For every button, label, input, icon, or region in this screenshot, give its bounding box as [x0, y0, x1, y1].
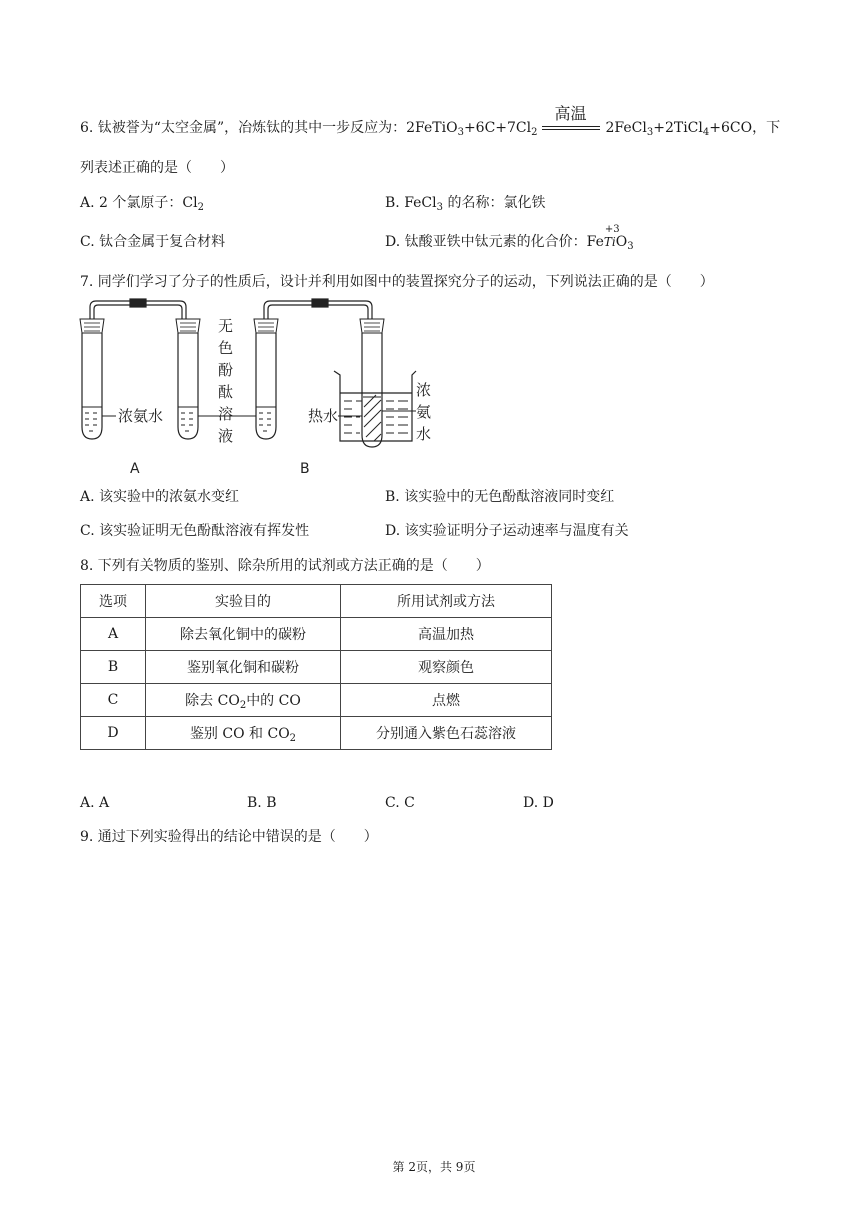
table-cell-method: 分别通入紫色石蕊溶液 [341, 717, 552, 750]
q9-stem: 9. 通过下列实验得出的结论中错误的是（ ） [80, 829, 378, 845]
table-cell-purpose: 鉴别氧化铜和碳粉 [146, 651, 341, 684]
label-apparatus-a: A [130, 461, 140, 477]
table-row [81, 618, 552, 651]
table-cell-option: B [81, 651, 146, 684]
table-cell-method: 观察颜色 [341, 651, 552, 684]
page-footer: 第 2页，共 9页 [392, 1160, 476, 1174]
q7-option-c[interactable]: C. 该实验证明无色酚酞溶液有挥发性 [80, 523, 310, 539]
label-phenol-5: 溶 [218, 405, 234, 423]
q6-option-c[interactable]: C. 钛合金属于复合材料 [80, 234, 226, 250]
table-header-method: 所用试剂或方法 [341, 585, 552, 618]
label-phenol-2: 色 [218, 339, 234, 357]
table-cell-purpose: 除去氧化铜中的碳粉 [146, 618, 341, 651]
q6-line1: 6. 钛被誉为“太空金属”，冶炼钛的其中一步反应为：$2FeTiO_3+6C+7Cl_2$ 高温 2FeCl$_3$+2TiCl$_4$+6CO，下 [80, 104, 781, 138]
q6-option-d[interactable]: D. 钛酸亚铁中钛元素的化合价：Fe +3 TiO$_3$ [385, 224, 634, 252]
q7-stem: 7. 同学们学习了分子的性质后，设计并利用如图中的装置探究分子的运动，下列说法正确的是（ ） [80, 274, 714, 290]
q8-table [80, 584, 552, 750]
label-ammonia-b-1: 浓 [416, 381, 432, 399]
label-ammonia-b-3: 水 [416, 425, 432, 443]
label-ammonia-b-2: 氨 [416, 403, 432, 421]
table-cell-purpose: 鉴别 CO 和 $CO_2$ [146, 717, 341, 750]
q8-option-c[interactable]: C. C [385, 795, 415, 811]
q7-option-a[interactable]: A. 该实验中的浓氨水变红 [80, 489, 240, 505]
label-hot-water: 热水 [308, 407, 339, 425]
q6-option-a[interactable]: A. 2 个氯原子：$Cl_2$ [80, 195, 204, 213]
table-header-purpose: 实验目的 [146, 585, 341, 618]
table-header-option: 选项 [81, 585, 146, 618]
molecule-motion-apparatus [76, 295, 516, 480]
q8-option-a[interactable]: A. A [80, 795, 110, 811]
q8-stem: 8. 下列有关物质的鉴别、除杂所用的试剂或方法正确的是（ ） [80, 558, 490, 574]
q8-option-d[interactable]: D. D [523, 795, 554, 811]
label-apparatus-b: B [300, 461, 310, 477]
q8-option-b[interactable]: B. B [247, 795, 277, 811]
label-phenol-3: 酚 [218, 361, 234, 379]
table-header-row [81, 585, 552, 618]
q6-line2: 列表述正确的是（ ） [80, 160, 234, 176]
table-cell-option: D [81, 717, 146, 750]
label-ammonia: 浓氨水 [118, 407, 164, 425]
q6-option-b[interactable]: B. FeCl$_3$ 的名称：氯化铁 [385, 195, 546, 213]
table-row [81, 651, 552, 684]
table-cell-option: A [81, 618, 146, 651]
label-phenol-1: 无 [218, 317, 234, 335]
q7-option-d[interactable]: D. 该实验证明分子运动速率与温度有关 [385, 523, 629, 539]
table-cell-method: 点燃 [341, 684, 552, 717]
valence-notation: +3 Ti [603, 224, 620, 249]
table-cell-purpose: 除去 $CO_2$中的 CO [146, 684, 341, 717]
label-phenol-6: 液 [218, 427, 234, 445]
table-cell-method: 高温加热 [341, 618, 552, 651]
table-cell-option: C [81, 684, 146, 717]
q7-option-b[interactable]: B. 该实验中的无色酚酞溶液同时变红 [385, 489, 615, 505]
table-row [81, 717, 552, 750]
reaction-condition: 高温 [542, 118, 600, 138]
label-phenol-4: 酞 [218, 383, 234, 401]
table-row [81, 684, 552, 717]
